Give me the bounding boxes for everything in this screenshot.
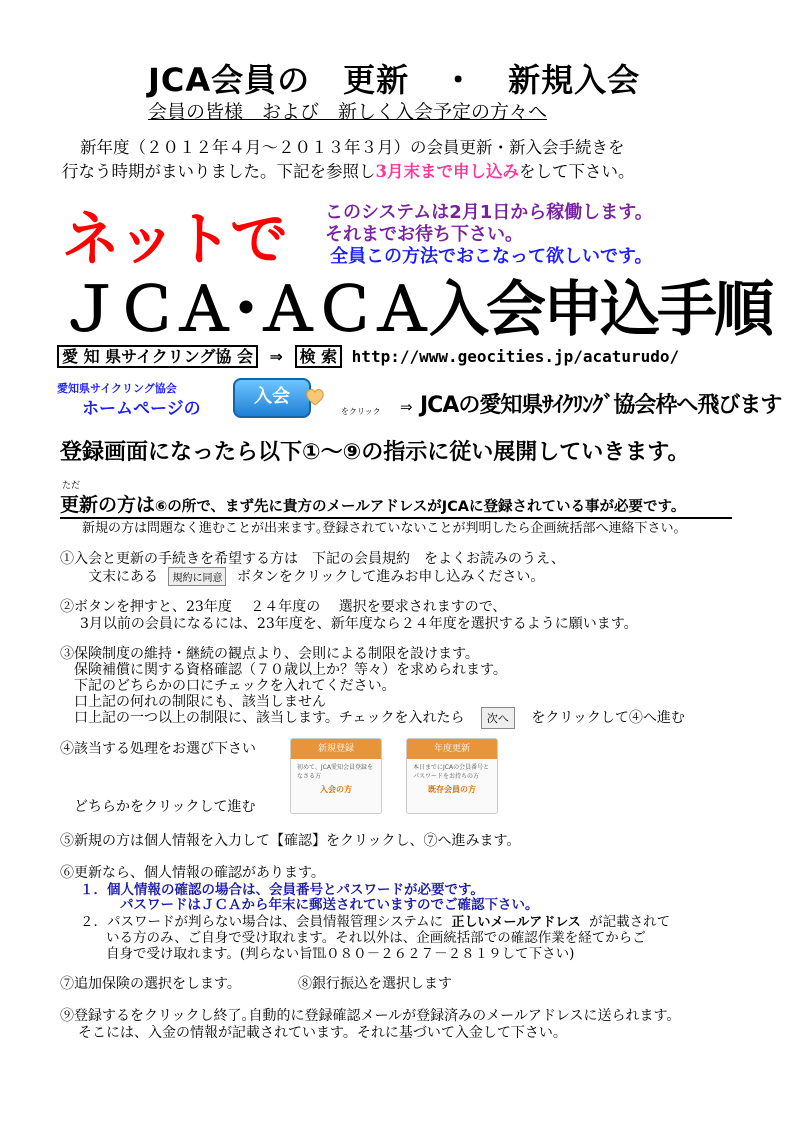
step-2-line-1: ②ボタンを押すと、23年度 ２４年度の 選択を要求されますので、 — [60, 599, 507, 615]
renewal-card[interactable] — [406, 738, 498, 814]
org-small-label: 愛知県サイクリング協会 — [57, 382, 177, 395]
intro-text-b: をして下さい。 — [518, 162, 635, 181]
renewal-link[interactable]: 既存会員の方 — [428, 785, 476, 794]
page-title: JCA会員の 更新 ・ 新規入会 — [148, 61, 641, 99]
arrow-icon: ⇒ — [269, 347, 283, 366]
page-subtitle: 会員の皆様 および 新しく入会予定の方々へ — [148, 101, 548, 123]
search-box: 検 索 — [295, 345, 343, 368]
new-registration-card[interactable] — [290, 738, 382, 814]
heart-icon — [305, 388, 325, 406]
renewal-desc: 本日までにJCAの会員番号とパスワードをお持ちの方 — [413, 764, 490, 780]
step-3-option-2-text[interactable]: 口上記の一つ以上の制限に、該当します。チェックを入れたら — [74, 710, 465, 726]
step-4-line-1: ④該当する処理をお選び下さい — [60, 741, 256, 757]
step-3-option-1[interactable]: 口上記の何れの制限にも、該当しません — [74, 694, 326, 710]
renewal-notice — [60, 490, 732, 519]
step-6-item-2a-pre: ２．パスワードが判らない場合は、会員情報管理システムに — [80, 914, 444, 930]
furigana: ただ — [62, 481, 81, 491]
step-2-line-2: 3月以前の会員になるには、23年度を、新年度なら２４年度を選択するように願います。 — [80, 616, 638, 632]
step-3-option-2 — [74, 707, 685, 729]
step-1-line-1: ①入会と更新の手続きを希望する方は 下記の会員規約 をよくお読みのうえ、 — [60, 551, 565, 567]
guide-heading: 登録画面になったら以下①～⑨の指示に従い展開していきます。 — [60, 440, 690, 465]
net-de-heading: ネットで — [62, 205, 287, 273]
new-member-note: 新規の方は問題なく進むことが出来ます｡登録されていないことが判明したら企画統括部へ連絡下さい。 — [82, 521, 687, 536]
click-label: をクリック — [341, 407, 381, 416]
notice-everyone: 全員この方法でおこなって欲しいです。 — [330, 246, 653, 267]
step-7: ⑦追加保険の選択をします。 — [60, 976, 241, 992]
homepage-url[interactable]: http://www.geocities.jp/acaturudo/ — [351, 347, 680, 366]
step-3-line-3: 下記のどちらかの口にチェックを入れてください。 — [74, 678, 396, 694]
step-3-text-b: をクリックして④へ進む — [531, 710, 685, 726]
step-6-item-1b: パスワードはＪＣＡから年末に郵送されていますのでご確認下さい。 — [120, 897, 539, 913]
nyukai-button[interactable]: 入会 — [233, 378, 311, 418]
new-registration-desc: 初めて、JCA愛知会員登録をなさる方 — [297, 764, 373, 780]
org-search-box: 愛 知 県サイクリング協 会 — [57, 345, 258, 368]
new-registration-title: 新規登録 — [291, 739, 381, 759]
main-procedure-title: ＪＣＡ･ＡＣＡ入会申込手順 — [60, 275, 771, 345]
step-9-line-1: ⑨登録するをクリックし終了｡自動的に登録確認メールが登録済みのメールアドレスに送られます。 — [60, 1008, 681, 1024]
renewal-title: 年度更新 — [407, 739, 497, 759]
step-3-line-1: ③保険制度の維持・継続の観点より、会則による制限を設けます。 — [60, 646, 479, 662]
arrow-icon-2: ⇒ — [400, 398, 413, 416]
intro-line-2 — [62, 158, 634, 182]
step-5: ⑤新規の方は個人情報を入力して【確認】をクリックし、⑦へ進みます。 — [60, 833, 521, 849]
agree-terms-button[interactable]: 規約に同意 — [168, 567, 226, 586]
step-4-line-2: どちらかをクリックして進む — [74, 799, 256, 815]
intro-text-a: 行なう時期がまいりました。下記を参照し — [62, 162, 376, 181]
search-row — [57, 344, 679, 367]
step-1-text-b: ボタンをクリックして進みお申し込みください。 — [236, 569, 545, 585]
renewal-lead: 更新の方は — [60, 494, 156, 516]
step-6-item-1a: １．個人情報の確認の場合は、会員番号とパスワードが必要です。 — [80, 882, 484, 898]
step-1-line-2 — [88, 566, 544, 586]
correct-email-emphasis: 正しいメールアドレス — [451, 915, 581, 930]
next-button[interactable]: 次へ — [481, 707, 515, 729]
notice-start-date: このシステムは2月1日から稼働します。 — [325, 202, 653, 223]
homepage-label: ホームページの — [82, 399, 201, 419]
new-registration-link[interactable]: 入会の方 — [320, 785, 352, 794]
step-6-item-2c: 自身で受け取れます。(判らない旨℡０８０－２６２７－２８１９して下さい) — [106, 946, 575, 962]
step-8: ⑧銀行振込を選択します — [298, 976, 452, 992]
step-6-item-2a-post: が記載されて — [589, 914, 671, 930]
step-9-line-2: そこには、入金の情報が記載されています。それに基づいて入金して下さい。 — [78, 1025, 567, 1041]
step-1-text-a: 文末にある — [88, 569, 158, 585]
jca-destination: JCAの愛知県ｻｲｸﾘﾝｸﾞ協会枠へ飛びます — [420, 393, 782, 418]
notice-wait: それまでお待ち下さい。 — [325, 224, 523, 245]
step-3-line-2: 保険補償に関する資格確認（７０歳以上か？等々）を求められます。 — [74, 662, 507, 678]
step-6-line-1: ⑥更新なら、個人情報の確認があります。 — [60, 865, 325, 881]
deadline-highlight: 3月末まで申し込み — [375, 162, 519, 181]
intro-line-1: 新年度（２０１２年４月～２０１３年３月）の会員更新・新入会手続きを — [80, 138, 625, 157]
renewal-text: ⑥の所で、まず先に貴方のメールアドレスがJCAに登録されている事が必要です。 — [155, 499, 686, 515]
step-6-item-2b: いる方のみ、ご自身で受け取れます。それ以外は、企画統括部での確認作業を経てからご — [106, 930, 646, 946]
